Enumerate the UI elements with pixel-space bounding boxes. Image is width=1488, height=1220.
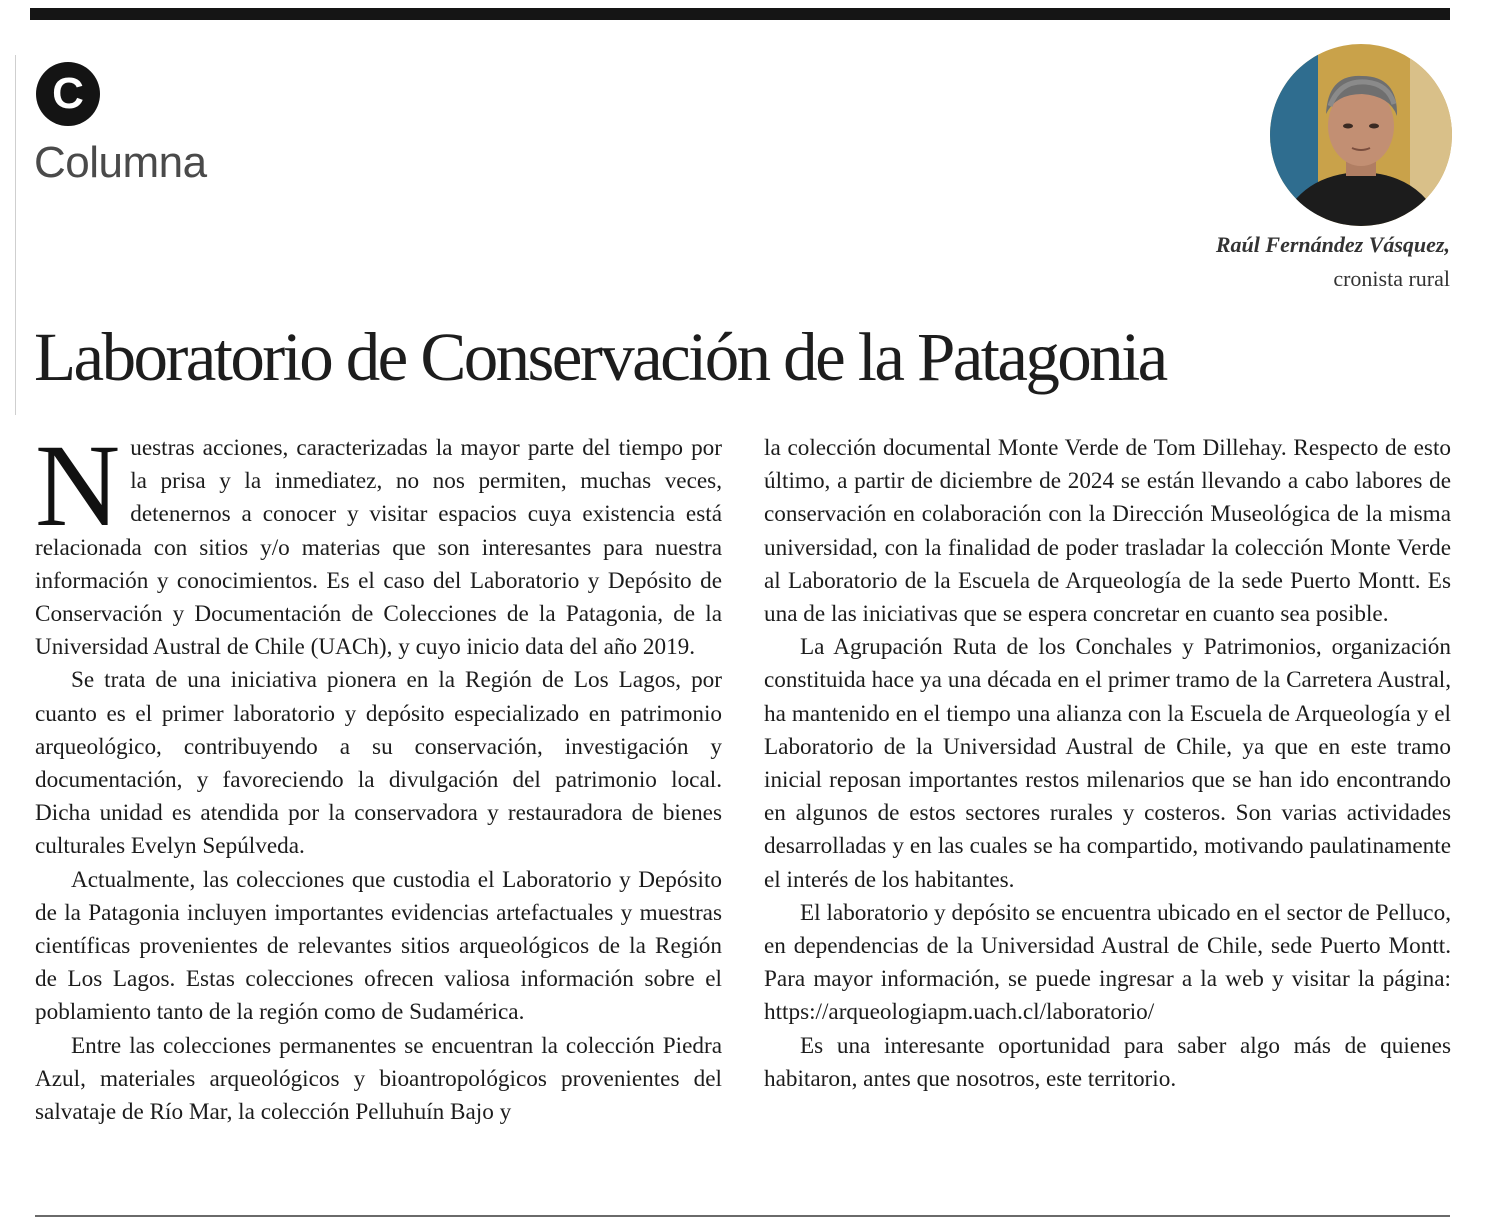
article-paragraph: Es una interesante oportunidad para saber algo más de quienes habitaron, antes que nosotros, este territorio. [764,1032,1451,1092]
paragraph-text: uestras acciones, caracterizadas la mayor parte del tiempo por la prisa y la inmediatez, no nos permiten, muchas veces, detenernos a conocer y visitar espacios cuya existencia está relacionada con sitios y/o materias que son interesantes para nuestra información y conocimientos. Es el caso del Laboratorio y Depósito de Conservación y Documentación de Colecciones de la Patagonia, de la Universidad Austral de Chile (UACh), y cuyo inicio data del año 2019. [35,435,722,661]
section-badge-icon [36,62,100,126]
section-label: Columna [34,138,207,187]
drop-cap: N [35,420,121,551]
article-title: Laboratorio de Conservación de la Patagonia [34,319,1166,395]
article-paragraph: El laboratorio y depósito se encuentra ubicado en el sector de Pelluco, en dependencias de la Universidad Austral de Chile, sede Puerto Montt. Para mayor información, se puede ingresar a la web y visitar la página: https://arqueologiapm.uach.cl/laboratorio/ [764,899,1451,1026]
top-rule [30,8,1450,20]
bottom-rule [35,1215,1450,1217]
article-paragraph: la colección documental Monte Verde de Tom Dillehay. Respecto de esto último, a partir de diciembre de 2024 se están llevando a cabo labores de conservación en colaboración con la Dirección Museológica de la misma universidad, con la finalidad de poder trasladar la colección Monte Verde al Laboratorio de la Escuela de Arqueología de la sede Puerto Montt. Es una de las iniciativas que se espera concretar en cuanto sea posible. [764,435,1451,628]
article-column-right [764,432,1451,1096]
article-column-left [35,420,722,1129]
article-paragraph: Entre las colecciones permanentes se encuentran la colección Piedra Azul, materiales arqueológicos y bioantropológicos provenientes del salvataje de Río Mar, la colección Pelluhuín Bajo y [35,1032,722,1126]
left-margin-rule [15,55,16,415]
article-paragraph [35,420,722,664]
section-badge-letter: C [52,69,84,118]
article-paragraph: Actualmente, las colecciones que custodia el Laboratorio y Depósito de la Patagonia incluyen importantes evidencias artefactuales y muestras científicas provenientes de relevantes sitios arqueológicos de la Región de Los Lagos. Estas colecciones ofrecen valiosa información sobre el poblamiento tanto de la región como de Sudamérica. [35,866,722,1026]
article-paragraph: La Agrupación Ruta de los Conchales y Patrimonios, organización constituida hace ya una década en el primer tramo de la Carretera Austral, ha mantenido en el tiempo una alianza con la Escuela de Arqueología y el Laboratorio de la Universidad Austral de Chile, ya que en este tramo inicial reposan importantes restos milenarios que se han ido encontrando en algunos de estos sectores rurales y costeros. Son varias actividades desarrolladas y en las cuales se ha compartido, motivando paulatinamente el interés de los habitantes. [764,634,1451,893]
author-name: Raúl Fernández Vásquez, [1215,232,1450,257]
article-paragraph: Se trata de una iniciativa pionera en la Región de Los Lagos, por cuanto es el primer laboratorio y depósito especializado en patrimonio arqueológico, contribuyendo a su conservación, investigación y documentación, y favoreciendo la divulgación del patrimonio local. Dicha unidad es atendida por la conservadora y restauradora de bienes culturales Evelyn Sepúlveda. [35,667,722,860]
author-role: cronista rural [1333,266,1450,291]
author-avatar [1270,44,1452,226]
